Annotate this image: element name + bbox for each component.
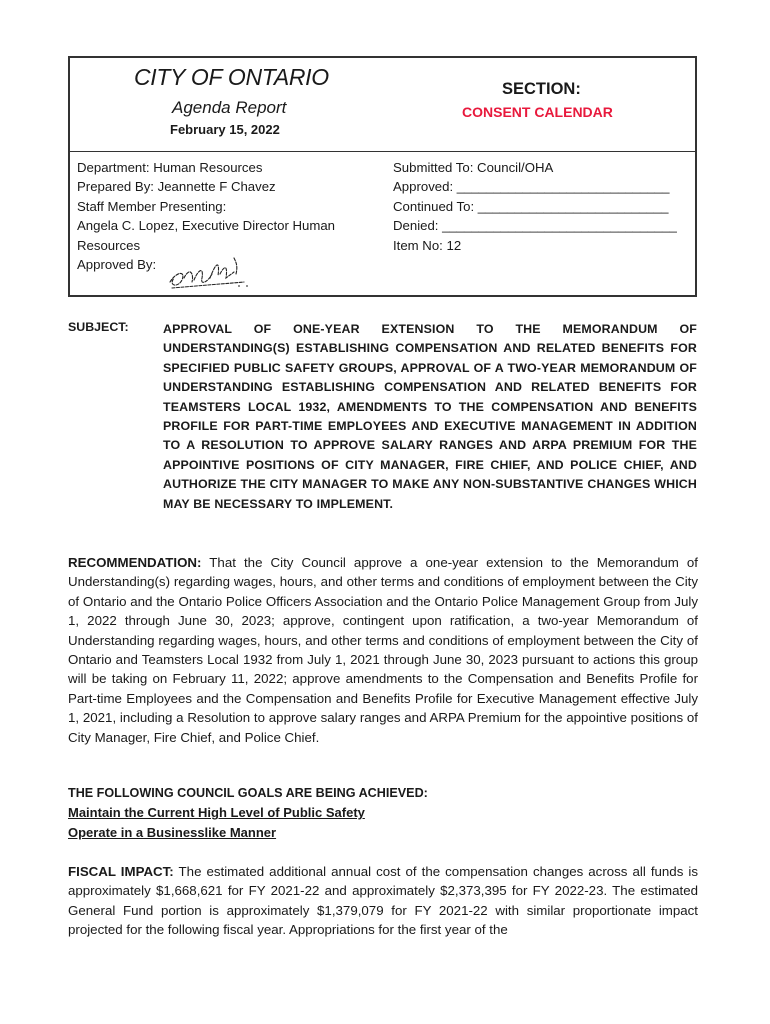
signature-image <box>164 252 256 292</box>
subject-text: APPROVAL OF ONE-YEAR EXTENSION TO THE MEMORANDUM OF UNDERSTANDING(S) ESTABLISHING COMPENSATION AND RELATED BENEFITS FOR SPECIFIED PUBLIC SAFETY GROUPS, APPROVAL OF A TWO-YEAR MEMORANDUM OF UNDERSTANDING ESTABLISHING COMPENSATION AND RELATED BENEFITS FOR TEAMSTERS LOCAL 1932, AMENDMENTS TO THE COMPENSATION AND BENEFITS PROFILE FOR PART-TIME EMPLOYEES AND EXECUTIVE MANAGEMENT IN ADDITION TO A RESOLUTION TO APPROVE SALARY RANGES AND ARPA PREMIUM FOR THE APPOINTIVE POSITIONS OF CITY MANAGER, FIRE CHIEF, AND POLICE CHIEF, AND AUTHORIZE THE CITY MANAGER TO MAKE ANY NON-SUBSTANTIVE CHANGES WHICH MAY BE NECESSARY TO IMPLEMENT. <box>163 322 697 511</box>
approved-line: Approved: _____________________________ <box>393 179 670 195</box>
recommendation-paragraph <box>68 553 698 747</box>
report-date: February 15, 2022 <box>170 122 280 137</box>
department: Department: Human Resources <box>77 160 263 175</box>
header-divider <box>70 151 695 152</box>
fiscal-impact-paragraph <box>68 862 698 940</box>
goal-item: Maintain the Current High Level of Public Safety <box>68 805 365 821</box>
staff-presenting-name: Angela C. Lopez, Executive Director Human Resources <box>77 218 336 253</box>
report-type: Agenda Report <box>172 98 287 117</box>
meta-right-column <box>393 158 693 255</box>
section-label: SECTION: <box>502 80 581 98</box>
submitted-to: Submitted To: Council/OHA <box>393 160 554 175</box>
city-name: CITY OF ONTARIO <box>134 64 329 90</box>
fiscal-impact-text: The estimated additional annual cost of the compensation changes across all funds is approximately $1,668,621 for FY 2021-22 and approximately $2,373,395 for FY 2022-23. The estimated General Fund portion is approximately $1,379,079 for FY 2021-22 with similar proportionate impact projected for the following fiscal year. Appropriations for the first year of the <box>68 864 698 938</box>
header-box <box>68 56 697 297</box>
recommendation-text: That the City Council approve a one-year extension to the Memorandum of Understanding(s) regarding wages, hours, and other terms and conditions of employment between the City of Ontario and the Ontario Police Officers Association and the Ontario Police Management Group from July 1, 2022 through June 30, 2023; approve, contingent upon ratification, a two-year Memorandum of Understanding regarding wages, hours, and other terms and conditions of employment between the City of Ontario and Teamsters Local 1932 from July 1, 2021 through June 30, 2023 pursuant to actions this group will be taking on February 11, 2022; approve amendments to the Compensation and Benefits Profile for Part-time Employees and the Compensation and Benefits Profile for Executive Management effective July 1, 2021, including a Resolution to approve salary ranges and ARPA Premium for the appointive positions of City Manager, Fire Chief, and Police Chief. <box>68 555 698 745</box>
fiscal-impact-label: FISCAL IMPACT: <box>68 864 174 879</box>
subject-label: SUBJECT: <box>68 320 129 334</box>
denied-line: Denied: ________________________________ <box>393 218 677 234</box>
goals-heading: THE FOLLOWING COUNCIL GOALS ARE BEING ACHIEVED: <box>68 786 428 800</box>
prepared-by: Prepared By: Jeannette F Chavez <box>77 179 276 195</box>
staff-presenting-label: Staff Member Presenting: <box>77 198 227 214</box>
recommendation-label: RECOMMENDATION: <box>68 555 202 570</box>
approved-by-label: Approved By: <box>77 257 157 273</box>
goal-item: Operate in a Businesslike Manner <box>68 824 277 840</box>
item-number: Item No: 12 <box>393 237 462 253</box>
section-value: CONSENT CALENDAR <box>462 104 613 120</box>
continued-to-line: Continued To: __________________________ <box>393 198 669 214</box>
council-goals <box>68 784 698 842</box>
